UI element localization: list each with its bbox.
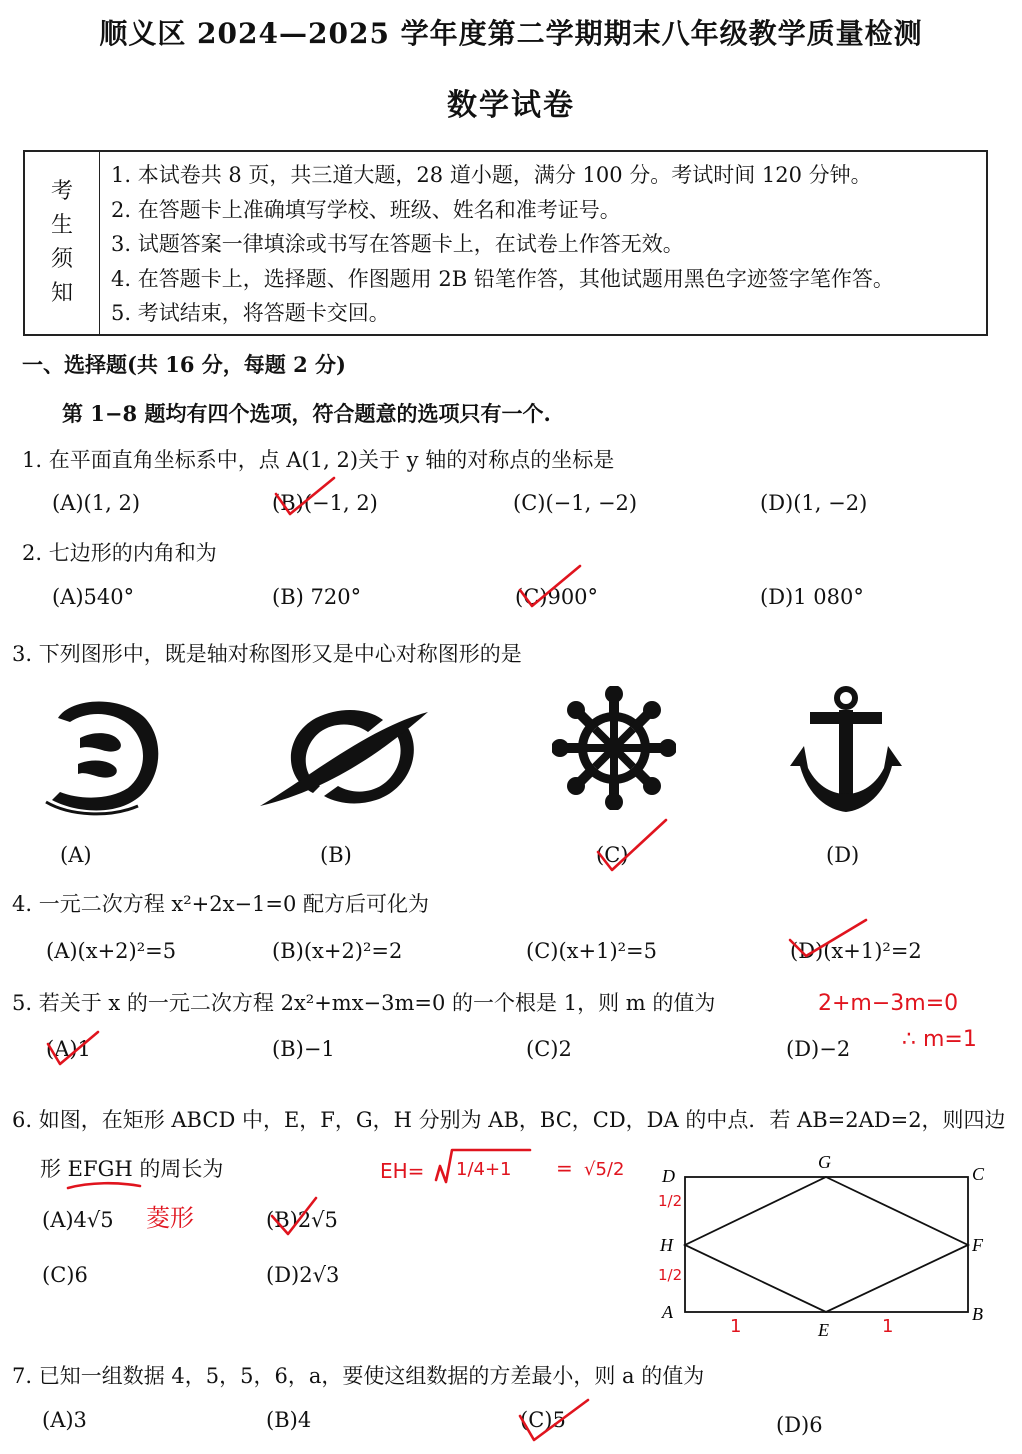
notice-label-char: 须 bbox=[50, 247, 73, 272]
notice-label-char: 生 bbox=[50, 213, 73, 238]
swirl-figure-a bbox=[40, 688, 170, 824]
rectangle-rhombus-figure bbox=[650, 1150, 1000, 1345]
hand-q5-line1: 2+m−3m=0 bbox=[818, 991, 959, 1016]
q5-option-d: (D)−2 bbox=[786, 1037, 851, 1061]
vertex-label-e: E bbox=[818, 1320, 829, 1340]
hand-q6-equals: = bbox=[556, 1156, 573, 1180]
q4-option-c: (C)(x+1)²=5 bbox=[526, 939, 658, 963]
q3-option-a: (A) bbox=[60, 843, 92, 867]
question-5-stem: 5. 若关于 x 的一元二次方程 2x²+mx−3m=0 的一个根是 1，则 m 的值为 bbox=[12, 991, 716, 1015]
hand-q6-eh: EH= bbox=[380, 1159, 425, 1183]
section-instruction: 第 1−8 题均有四个选项，符合题意的选项只有一个. bbox=[62, 401, 551, 426]
hand-one-left: 1 bbox=[730, 1316, 742, 1337]
section-heading: 一、选择题(共 16 分，每题 2 分) bbox=[22, 352, 346, 377]
q3-option-c: (C) bbox=[596, 843, 629, 867]
question-4-stem: 4. 一元二次方程 x²+2x−1=0 配方后可化为 bbox=[12, 892, 430, 916]
question-6-stem-line1: 6. 如图，在矩形 ABCD 中，E，F，G，H 分别为 AB，BC，CD，DA 的中点．若 AB=2AD=2，则四边 bbox=[12, 1108, 1006, 1132]
q3-option-d: (D) bbox=[826, 843, 860, 867]
question-3-stem: 3. 下列图形中，既是轴对称图形又是中心对称图形的是 bbox=[12, 642, 522, 666]
notice-box bbox=[23, 150, 988, 336]
q6-option-c: (C)6 bbox=[42, 1263, 88, 1287]
q7-option-a: (A)3 bbox=[42, 1408, 87, 1432]
question-1-stem: 1. 在平面直角坐标系中，点 A(1, 2)关于 y 轴的对称点的坐标是 bbox=[22, 448, 615, 472]
anchor-figure-d bbox=[784, 684, 908, 816]
notice-item: 2. 在答题卡上准确填写学校、班级、姓名和准考证号。 bbox=[111, 197, 621, 222]
vertex-label-c: C bbox=[972, 1164, 985, 1184]
notice-item: 3. 试题答案一律填涂或书写在答题卡上，在试卷上作答无效。 bbox=[111, 232, 684, 256]
notice-item: 1. 本试卷共 8 页，共三道大题，28 道小题，满分 100 分。考试时间 120 分钟。 bbox=[111, 163, 872, 187]
q7-option-d: (D)6 bbox=[776, 1413, 823, 1437]
vertex-label-h: H bbox=[660, 1235, 673, 1255]
exam-title: 顺义区 2024—2025 学年度第二学期期末八年级教学质量检测 bbox=[99, 17, 923, 50]
q6-option-d: (D)2√3 bbox=[266, 1263, 340, 1287]
notice-items bbox=[111, 158, 894, 331]
q2-option-c: (C)900° bbox=[515, 585, 599, 609]
q4-option-b: (B)(x+2)²=2 bbox=[272, 939, 403, 963]
question-7-stem: 7. 已知一组数据 4，5，5，6，a，要使这组数据的方差最小，则 a 的值为 bbox=[12, 1364, 705, 1388]
hand-half-top: 1/2 bbox=[658, 1192, 683, 1210]
hand-q6-result: √5/2 bbox=[584, 1159, 625, 1180]
sqrt-sign-mark bbox=[436, 1150, 530, 1182]
question-2-stem: 2. 七边形的内角和为 bbox=[22, 541, 217, 565]
notice-item: 5. 考试结束，将答题卡交回。 bbox=[111, 301, 390, 325]
q5-option-a: (A)1 bbox=[46, 1037, 91, 1061]
exam-subtitle: 数学试卷 bbox=[447, 88, 575, 123]
q7-option-b: (B)4 bbox=[266, 1408, 312, 1432]
hand-half-bottom: 1/2 bbox=[658, 1266, 683, 1284]
question-6-stem-line2: 形 EFGH 的周长为 bbox=[40, 1157, 224, 1181]
vertex-label-b: B bbox=[972, 1304, 983, 1324]
hand-one-right: 1 bbox=[882, 1316, 894, 1337]
notice-label bbox=[25, 152, 100, 334]
hand-q6-note: 菱形 bbox=[146, 1204, 194, 1232]
q7-option-c: (C)5 bbox=[520, 1408, 566, 1432]
q1-option-d: (D)(1, −2) bbox=[760, 491, 868, 515]
q2-option-a: (A)540° bbox=[52, 585, 135, 609]
q1-option-a: (A)(1, 2) bbox=[52, 491, 141, 515]
hand-q6-fraction: 1/4+1 bbox=[456, 1159, 512, 1180]
notice-label-char: 考 bbox=[50, 179, 73, 204]
notice-label-char: 知 bbox=[50, 281, 73, 306]
hand-q5-line2: ∴ m=1 bbox=[902, 1027, 977, 1052]
q5-option-b: (B)−1 bbox=[272, 1037, 335, 1061]
vertex-label-a: A bbox=[662, 1302, 673, 1322]
rectangle-abcd bbox=[685, 1177, 968, 1312]
q3-option-b: (B) bbox=[320, 843, 352, 867]
q1-option-c: (C)(−1, −2) bbox=[513, 491, 638, 515]
q4-option-a: (A)(x+2)²=5 bbox=[46, 939, 177, 963]
ship-wheel-figure-c bbox=[552, 686, 676, 810]
slashed-circle-figure-b bbox=[258, 698, 433, 810]
vertex-label-g: G bbox=[818, 1152, 831, 1172]
q6-option-a: (A)4√5 bbox=[42, 1208, 114, 1232]
vertex-label-d: D bbox=[662, 1166, 675, 1186]
underline-mark bbox=[68, 1183, 140, 1188]
q5-option-c: (C)2 bbox=[526, 1037, 572, 1061]
q2-option-d: (D)1 080° bbox=[760, 585, 864, 609]
rhombus-efgh bbox=[685, 1177, 968, 1312]
q2-option-b: (B) 720° bbox=[272, 585, 362, 609]
vertex-label-f: F bbox=[972, 1235, 983, 1255]
q6-option-b: (B)2√5 bbox=[266, 1208, 338, 1232]
notice-item: 4. 在答题卡上，选择题、作图题用 2B 铅笔作答，其他试题用黑色字迹签字笔作答。 bbox=[111, 266, 894, 291]
q4-option-d: (D)(x+1)²=2 bbox=[790, 939, 922, 963]
q1-option-b: (B)(−1, 2) bbox=[272, 491, 378, 515]
